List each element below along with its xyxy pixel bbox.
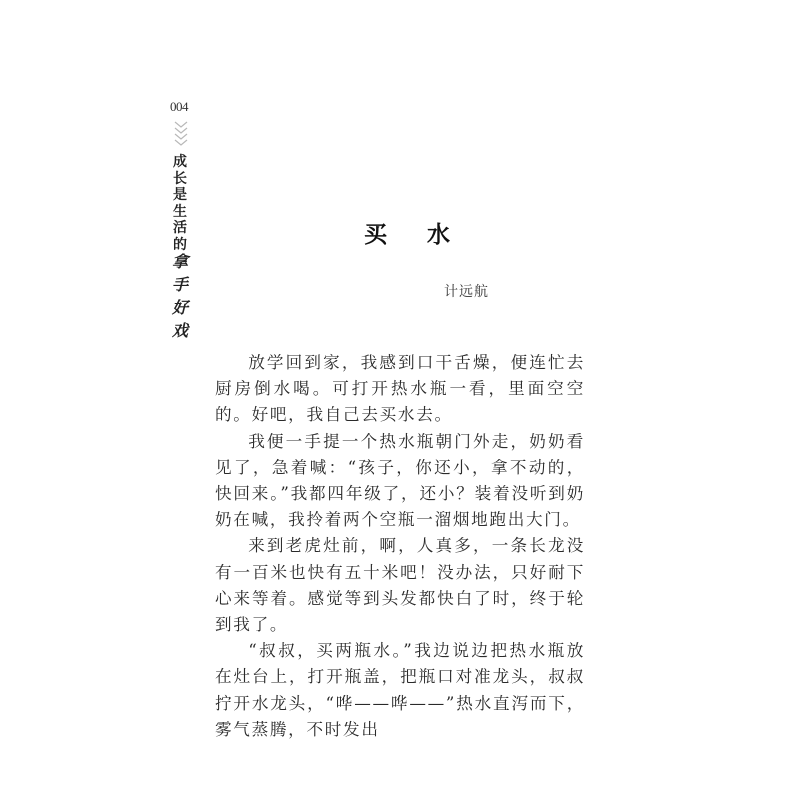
book-title-char: 手 [171, 275, 188, 294]
book-title-char: 生 [173, 203, 187, 220]
book-title-char: 成 [173, 154, 187, 170]
book-title-char: 好 [171, 298, 188, 317]
article-body [215, 350, 585, 743]
author-name: 计远航 [444, 284, 489, 300]
chevron-down-icon [172, 120, 190, 146]
book-title-char: 活 [173, 220, 187, 236]
book-title-vertical [170, 155, 190, 346]
book-title-char: 拿 [171, 252, 188, 271]
book-title-char: 是 [173, 187, 187, 203]
book-title-char: 长 [173, 170, 187, 187]
article-title: 买水 [364, 221, 490, 248]
book-title-char: 的 [173, 236, 187, 253]
paragraph: 我便一手提一个热水瓶朝门外走，奶奶看见了，急着喊：“孩子，你还小，拿不动的，快回来。”我都四年级了，还小？装着没听到奶奶在喊，我拎着两个空瓶一溜烟地跑出大门。 [215, 431, 585, 530]
paragraph: “叔叔，买两瓶水。”我边说边把热水瓶放在灶台上，打开瓶盖，把瓶口对准龙头，叔叔拧开水龙头，“哗——哗——”热水直泻而下，雾气蒸腾，不时发出 [215, 641, 585, 739]
paragraph: 来到老虎灶前，啊，人真多，一条长龙没有一百米也快有五十米吧！没办法，只好耐下心来等着。感觉等到头发都快白了时，终于轮到我了。 [215, 536, 585, 635]
book-title-char: 戏 [171, 321, 188, 340]
page-number: 004 [170, 99, 188, 114]
paragraph: 放学回到家，我感到口干舌燥，便连忙去厨房倒水喝。可打开热水瓶一看，里面空空的。好吧，我自己去买水去。 [215, 353, 585, 425]
